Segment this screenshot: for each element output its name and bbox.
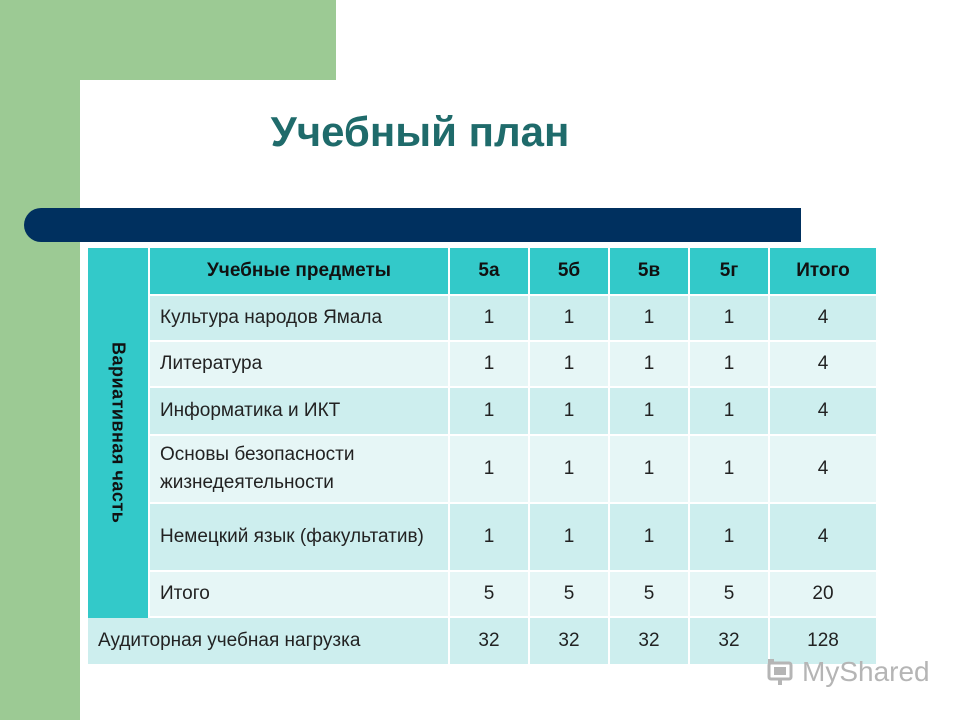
table-row xyxy=(150,342,896,388)
background-green-band xyxy=(0,0,80,720)
cell-value: 1 xyxy=(690,342,770,388)
footer-total: 128 xyxy=(770,618,878,666)
cell-subject: Немецкий язык (факультатив) xyxy=(150,504,450,572)
table-row xyxy=(150,572,896,618)
cell-total: 4 xyxy=(770,504,878,572)
cell-value: 1 xyxy=(530,296,610,342)
cell-subject: Культура народов Ямала xyxy=(150,296,450,342)
cell-value: 5 xyxy=(690,572,770,618)
footer-value: 32 xyxy=(450,618,530,666)
cell-value: 1 xyxy=(610,296,690,342)
cell-subject: Информатика и ИКТ xyxy=(150,388,450,436)
presentation-board-icon xyxy=(766,657,796,687)
cell-value: 1 xyxy=(610,436,690,504)
cell-value: 1 xyxy=(450,504,530,572)
cell-value: 1 xyxy=(690,296,770,342)
table-row xyxy=(150,504,896,572)
cell-subject: Итого xyxy=(150,572,450,618)
slide-title: Учебный план xyxy=(270,108,570,155)
footer-value: 32 xyxy=(610,618,690,666)
cell-total: 4 xyxy=(770,342,878,388)
cell-value: 1 xyxy=(530,342,610,388)
cell-value: 1 xyxy=(610,504,690,572)
cell-value: 1 xyxy=(690,436,770,504)
cell-value: 1 xyxy=(530,436,610,504)
cell-value: 1 xyxy=(530,504,610,572)
cell-total: 4 xyxy=(770,388,878,436)
header-5g: 5г xyxy=(690,248,770,296)
header-5a: 5а xyxy=(450,248,530,296)
myshared-watermark xyxy=(766,656,930,688)
cell-value: 5 xyxy=(530,572,610,618)
cell-total: 4 xyxy=(770,436,878,504)
background-green-top xyxy=(0,0,336,80)
header-5v: 5в xyxy=(610,248,690,296)
cell-subject: Основы безопасности жизнедеятельности xyxy=(150,436,450,504)
cell-value: 1 xyxy=(450,436,530,504)
table-row xyxy=(150,296,896,342)
cell-value: 1 xyxy=(450,342,530,388)
cell-total: 20 xyxy=(770,572,878,618)
footer-value: 32 xyxy=(690,618,770,666)
cell-value: 1 xyxy=(610,342,690,388)
header-5b: 5б xyxy=(530,248,610,296)
table-row xyxy=(150,436,896,504)
header-total: Итого xyxy=(770,248,878,296)
footer-label: Аудиторная учебная нагрузка xyxy=(88,618,450,666)
title-underline-bar xyxy=(24,208,801,242)
table-row xyxy=(150,388,896,436)
cell-value: 5 xyxy=(450,572,530,618)
cell-value: 1 xyxy=(530,388,610,436)
cell-value: 1 xyxy=(450,296,530,342)
header-subjects: Учебные предметы xyxy=(150,248,450,296)
cell-value: 1 xyxy=(610,388,690,436)
table-header-row xyxy=(150,248,896,296)
cell-value: 1 xyxy=(450,388,530,436)
side-label-variative xyxy=(88,248,150,618)
watermark-text: MyShared xyxy=(802,656,930,687)
side-label-text: Вариативная часть xyxy=(108,342,129,524)
cell-subject: Литература xyxy=(150,342,450,388)
cell-value: 1 xyxy=(690,504,770,572)
cell-total: 4 xyxy=(770,296,878,342)
footer-value: 32 xyxy=(530,618,610,666)
cell-value: 1 xyxy=(690,388,770,436)
cell-value: 5 xyxy=(610,572,690,618)
